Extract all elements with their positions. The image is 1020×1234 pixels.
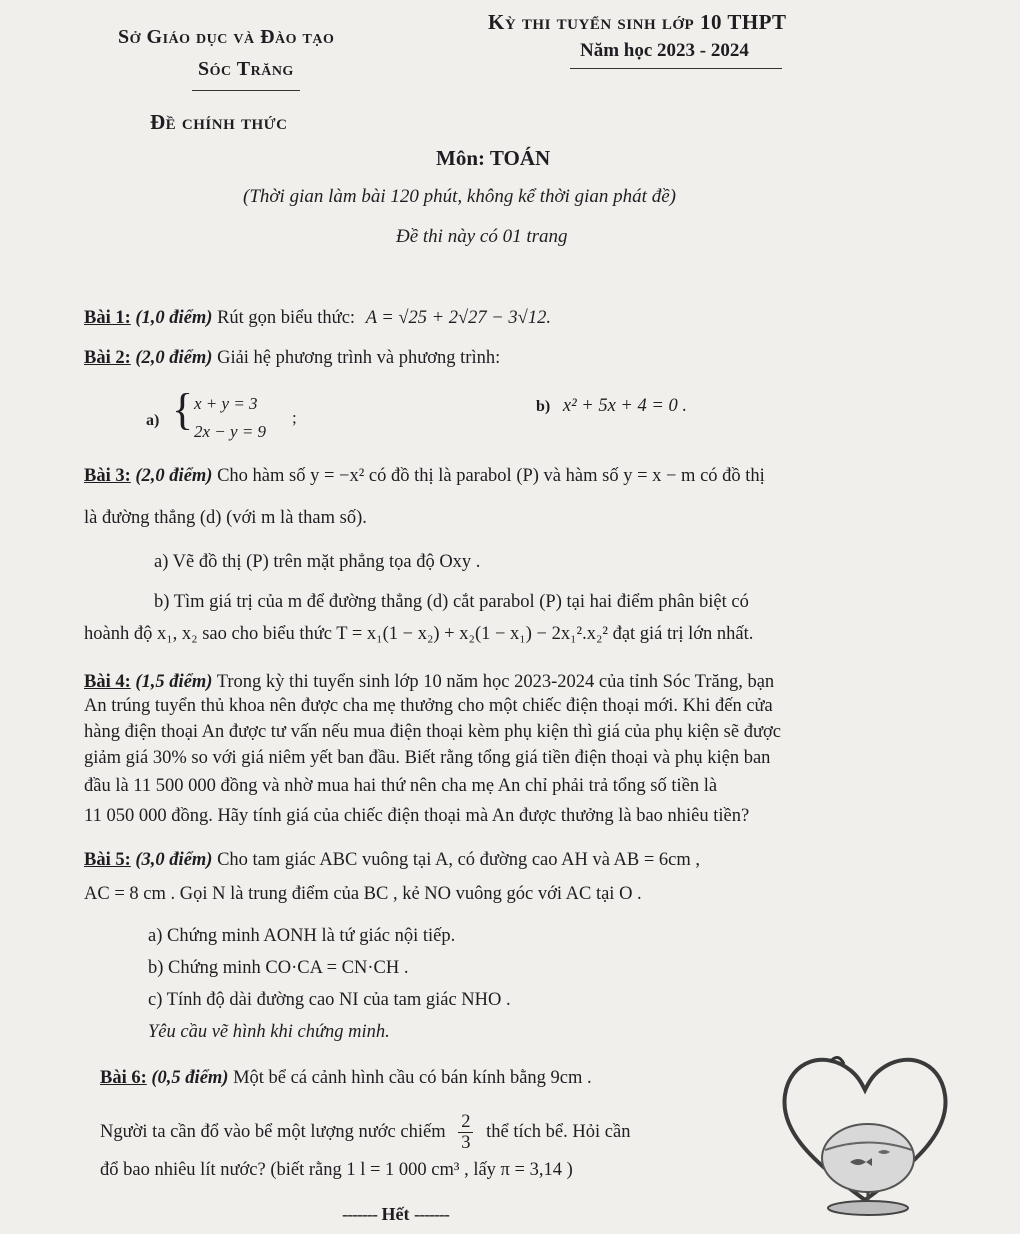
bai5-points: (3,0 điểm) xyxy=(135,850,213,870)
bai6-line1: Một bể cá cảnh hình cầu có bán kính bằng 9cm . xyxy=(233,1068,592,1088)
bai1-expression: A = √25 + 2√27 − 3√12. xyxy=(365,308,551,328)
bai5-line2: AC = 8 cm . Gọi N là trung điểm của BC , kẻ NO vuông góc với AC tại O . xyxy=(84,884,642,904)
bai2-b-label: b) xyxy=(536,398,551,415)
bai4-line-1: An trúng tuyển thủ khoa nên được cha mẹ thưởng cho một chiếc điện thoại mới. Khi đến cửa xyxy=(84,696,773,716)
bai1-text: Rút gọn biểu thức: xyxy=(217,308,356,328)
time-note: (Thời gian làm bài 120 phút, không kể thời gian phát đề) xyxy=(243,186,676,207)
bai4-line-4: đầu là 11 500 000 đồng và nhờ mua hai thứ nên cha mẹ An chỉ phải trả tổng số tiền là xyxy=(84,776,718,796)
bai6-row2 xyxy=(100,1112,630,1154)
bai3-line2: là đường thẳng (d) (với m là tham số). xyxy=(84,508,367,528)
bai3-b1: b) Tìm giá trị của m để đường thẳng (d) cắt parabol (P) tại hai điểm phân biệt có xyxy=(154,592,749,612)
bai4-line-3: giảm giá 30% so với giá niêm yết ban đầu. Biết rằng tổng giá tiền điện thoại và phụ kiện ban xyxy=(84,748,771,768)
fraction-denominator: 3 xyxy=(461,1133,471,1154)
bai4-points: (1,5 điểm) xyxy=(135,672,213,692)
bai6-line2a: Người ta cần đổ vào bể một lượng nước chiếm xyxy=(100,1122,446,1143)
bai2-text: Giải hệ phương trình và phương trình: xyxy=(217,348,501,368)
bai5-b: b) Chứng minh CO·CA = CN·CH . xyxy=(148,958,409,978)
end-marker xyxy=(342,1204,449,1225)
bai3-line1: Cho hàm số y = −x² có đồ thị là parabol (P) và hàm số y = x − m có đồ thị xyxy=(217,466,765,486)
school-year: Năm học 2023 - 2024 xyxy=(580,40,749,61)
bai2-b-equation: x² + 5x + 4 = 0 . xyxy=(562,396,688,416)
bai2-system xyxy=(172,385,312,450)
school-year-underline xyxy=(570,68,782,69)
province-underline xyxy=(192,90,300,91)
pages-note: Đề thi này có 01 trang xyxy=(396,226,568,247)
end-dashes-left: ------- xyxy=(342,1204,377,1224)
bai4-line-0: Trong kỳ thi tuyển sinh lớp 10 năm học 2023-2024 của tỉnh Sóc Trăng, bạn xyxy=(216,672,775,692)
end-label: Hết xyxy=(381,1204,410,1224)
official-label: Đề chính thức xyxy=(150,110,288,134)
bai2-label: Bài 2: xyxy=(84,348,131,368)
bai5-line1: Cho tam giác ABC vuông tại A, có đường cao AH và AB = 6cm , xyxy=(217,850,701,870)
bai4-label: Bài 4: xyxy=(84,672,131,692)
bai3-points: (2,0 điểm) xyxy=(135,466,213,486)
bai2-row xyxy=(84,348,500,369)
bai2-b xyxy=(536,396,687,417)
heart-fishbowl-icon xyxy=(770,1040,960,1225)
department-name: Sở Giáo dục và Đào tạo xyxy=(118,26,335,48)
bai2-system-sep: ; xyxy=(292,408,297,427)
bai2-a-label: a) xyxy=(146,412,160,429)
bai4-line-5: 11 050 000 đồng. Hãy tính giá của chiếc điện thoại mà An được thưởng là bao nhiêu tiền? xyxy=(84,806,750,826)
bai4-row1 xyxy=(84,672,774,693)
bai1-row xyxy=(84,308,551,329)
bai3-label: Bài 3: xyxy=(84,466,131,486)
bai6-points: (0,5 điểm) xyxy=(151,1068,229,1088)
bai6-label: Bài 6: xyxy=(100,1068,147,1088)
bai3-a: a) Vẽ đồ thị (P) trên mặt phẳng tọa độ Oxy . xyxy=(154,552,481,572)
bai6-row1 xyxy=(100,1068,592,1089)
bai5-note: Yêu cầu vẽ hình khi chứng minh. xyxy=(148,1022,390,1042)
bai2-eq1: x + y = 3 xyxy=(194,394,258,413)
bai1-points: (1,0 điểm) xyxy=(135,308,213,328)
bai2-points: (2,0 điểm) xyxy=(135,348,213,368)
end-dashes-right: ------- xyxy=(413,1204,449,1224)
system-brace-icon: { xyxy=(172,385,194,434)
bai3-row1 xyxy=(84,466,765,487)
province-name: Sóc Trăng xyxy=(198,58,294,80)
bai2-eq2: 2x − y = 9 xyxy=(194,422,267,441)
bai4-line-2: hàng điện thoại An được tư vấn nếu mua điện thoại kèm phụ kiện thì giá của phụ kiện sẽ được xyxy=(84,722,781,742)
bai5-row1 xyxy=(84,850,700,871)
bai5-a: a) Chứng minh AONH là tứ giác nội tiếp. xyxy=(148,926,456,946)
bai6-line2b: thể tích bể. Hỏi cần xyxy=(486,1122,631,1143)
bai5-c: c) Tính độ dài đường cao NI của tam giác NHO . xyxy=(148,990,511,1010)
fraction xyxy=(458,1112,473,1154)
bai1-label: Bài 1: xyxy=(84,308,131,328)
bai5-label: Bài 5: xyxy=(84,850,131,870)
subject-title: Môn: TOÁN xyxy=(436,146,551,170)
bai6-line3: đổ bao nhiêu lít nước? (biết rằng 1 l = 1 000 cm³ , lấy π = 3,14 ) xyxy=(100,1160,573,1180)
bai3-b2: hoành độ x₁, x₂ sao cho biểu thức T = x₁(1 − x₂) + x₂(1 − x₁) − 2x₁².x₂² đạt giá trị lớn nhất. xyxy=(84,624,754,644)
fraction-numerator: 2 xyxy=(458,1112,473,1133)
exam-title: Kỳ thi tuyển sinh lớp 10 THPT xyxy=(488,10,787,34)
